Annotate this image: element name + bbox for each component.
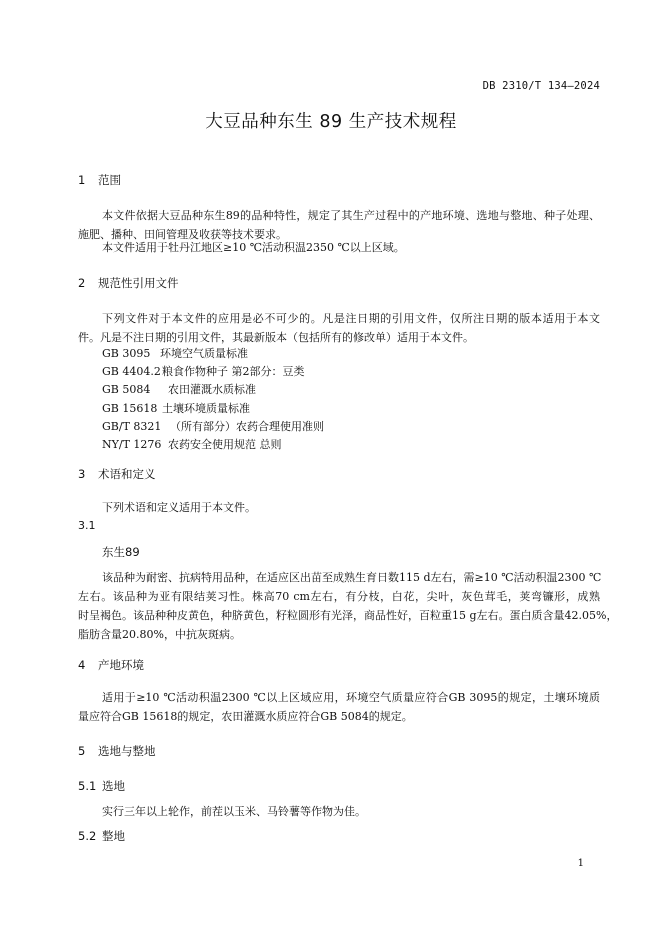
section-title: 范围 bbox=[98, 173, 121, 187]
section-4-paragraph bbox=[78, 688, 600, 726]
paragraph-line: 该品种为耐密、抗病特用品种，在适应区出苗至成熟生育日数115 d左右，需≥10 ℃活动积温2300 ℃ bbox=[102, 571, 602, 584]
section-title: 规范性引用文件 bbox=[98, 276, 179, 290]
paragraph-line: 适用于≥10 ℃活动积温2300 ℃以上区域应用，环境空气质量应符合GB 3095的规定，土壤环境质 bbox=[102, 691, 600, 704]
subsection-5-2-heading bbox=[78, 828, 125, 844]
subsection-number: 5.2 bbox=[78, 829, 97, 843]
subsection-5-1-paragraph: 实行三年以上轮作，前茬以玉米、马铃薯等作物为佳。 bbox=[102, 805, 366, 818]
paragraph-line: 本文件依据大豆品种东生89的品种特性，规定了其生产过程中的产地环境、选地与整地、种子处理、 bbox=[102, 209, 600, 222]
section-5-heading bbox=[78, 743, 156, 759]
subsection-5-1-heading bbox=[78, 778, 125, 794]
section-2-paragraph-1 bbox=[78, 309, 600, 347]
section-3-heading bbox=[78, 466, 156, 482]
subsection-title: 选地 bbox=[102, 779, 125, 793]
reference-item bbox=[102, 418, 324, 436]
reference-name: 农田灌溉水质标准 bbox=[168, 383, 256, 397]
section-3-paragraph-1: 下列术语和定义适用于本文件。 bbox=[102, 501, 256, 514]
section-number: 5 bbox=[78, 744, 86, 758]
section-number: 4 bbox=[78, 658, 86, 672]
subsection-title: 整地 bbox=[102, 829, 125, 843]
normative-reference-list bbox=[102, 345, 324, 454]
reference-item bbox=[102, 363, 324, 381]
reference-name: 粮食作物种子 第2部分：豆类 bbox=[162, 365, 305, 379]
reference-name: 环境空气质量标准 bbox=[160, 347, 248, 360]
section-number: 3 bbox=[78, 467, 86, 481]
reference-code: GB 15618 bbox=[102, 401, 158, 415]
section-1-paragraph-2: 本文件适用于牡丹江地区≥10 ℃活动积温2350 ℃以上区域。 bbox=[102, 241, 405, 254]
section-number: 1 bbox=[78, 173, 86, 187]
section-1-heading bbox=[78, 172, 121, 188]
subsection-number: 5.1 bbox=[78, 779, 97, 793]
page-number: 1 bbox=[577, 858, 584, 869]
paragraph-line: 左右。该品种为亚有限结荚习性。株高70 cm左右，有分枝，白花，尖叶，灰色茸毛，荚弯镰形，成熟 bbox=[78, 590, 600, 603]
reference-item bbox=[102, 381, 324, 399]
reference-item bbox=[102, 345, 324, 363]
reference-item bbox=[102, 436, 324, 454]
paragraph-line: 时呈褐色。该品种种皮黄色，种脐黄色，籽粒圆形有光泽，商品性好，百粒重15 g左右。蛋白质含量42.05%， bbox=[78, 609, 618, 622]
paragraph-line: 下列文件对于本文件的应用是必不可少的。凡是注日期的引用文件，仅所注日期的版本适用于本文 bbox=[102, 312, 600, 325]
term-definition bbox=[78, 568, 618, 644]
standard-code: DB 2310/T 134—2024 bbox=[482, 80, 600, 92]
reference-code: GB 4404.2 bbox=[102, 365, 161, 379]
section-title: 选地与整地 bbox=[98, 744, 156, 758]
reference-code: GB/T 8321 bbox=[102, 419, 162, 433]
reference-name: （所有部分）农药合理使用准则 bbox=[170, 419, 324, 433]
paragraph-line: 件。凡是不注日期的引用文件，其最新版本（包括所有的修改单）适用于本文件。 bbox=[78, 331, 474, 344]
reference-code: GB 5084 bbox=[102, 383, 151, 397]
paragraph-line: 脂肪含量20.80%，中抗灰斑病。 bbox=[78, 628, 241, 641]
section-number: 2 bbox=[78, 276, 86, 290]
section-title: 术语和定义 bbox=[98, 467, 156, 481]
section-4-heading bbox=[78, 657, 144, 673]
reference-item bbox=[102, 400, 324, 418]
reference-code: NY/T 1276 bbox=[102, 437, 162, 451]
reference-code: GB 3095 bbox=[102, 347, 151, 360]
term-name: 东生89 bbox=[102, 545, 140, 559]
reference-name: 农药安全使用规范 总则 bbox=[168, 437, 282, 451]
section-title: 产地环境 bbox=[98, 658, 144, 672]
section-2-heading bbox=[78, 275, 179, 291]
reference-name: 土壤环境质量标准 bbox=[162, 401, 250, 415]
document-title: 大豆品种东生 89 生产技术规程 bbox=[205, 112, 457, 132]
paragraph-line: 量应符合GB 15618的规定，农田灌溉水质应符合GB 5084的规定。 bbox=[78, 710, 413, 723]
term-number: 3.1 bbox=[78, 519, 96, 532]
paragraph-line: 施肥、播种、田间管理及收获等技术要求。 bbox=[78, 228, 287, 241]
